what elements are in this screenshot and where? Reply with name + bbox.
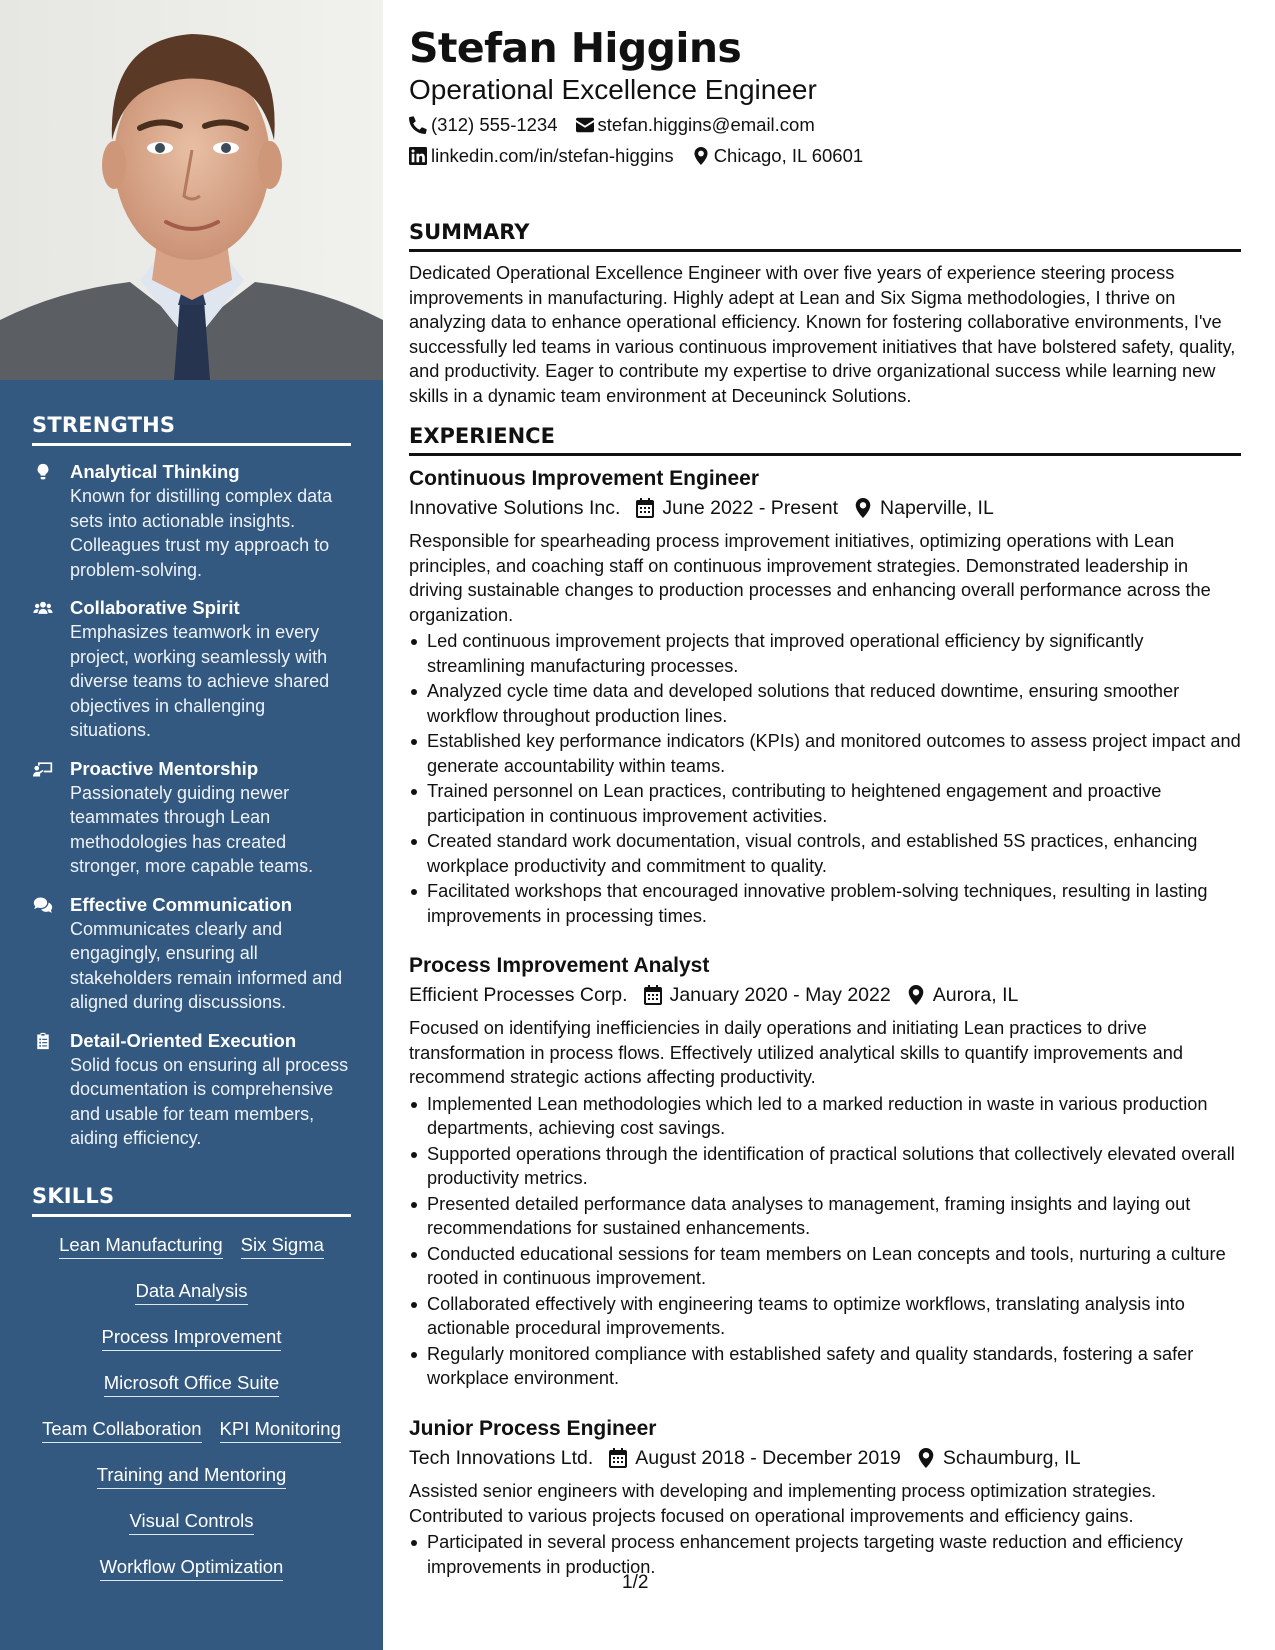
strength-item bbox=[32, 596, 351, 743]
list-item: Led continuous improvement projects that improved operational efficiency by significantly streamlining manufacturing processes. bbox=[409, 629, 1241, 678]
calendar-icon bbox=[636, 498, 654, 518]
skills-list bbox=[32, 1227, 351, 1595]
location-contact bbox=[692, 145, 863, 167]
comments-icon bbox=[32, 895, 54, 915]
strengths-heading: STRENGTHS bbox=[32, 413, 351, 446]
job-location bbox=[907, 980, 1019, 1010]
list-item: Created standard work documentation, visual controls, and established 5S practices, enhancing workplace productivity and commitment to quality. bbox=[409, 829, 1241, 878]
candidate-name: Stefan Higgins bbox=[409, 24, 742, 72]
map-marker-icon bbox=[907, 985, 925, 1005]
list-item: Facilitated workshops that encouraged innovative problem-solving techniques, resulting in lasting improvements in processing times. bbox=[409, 879, 1241, 928]
job-entry bbox=[409, 1415, 1241, 1580]
strength-item bbox=[32, 460, 351, 582]
strength-title: Collaborative Spirit bbox=[70, 597, 240, 618]
strength-title: Detail-Oriented Execution bbox=[70, 1029, 297, 1051]
users-icon bbox=[32, 598, 54, 618]
strengths-section bbox=[32, 413, 351, 1151]
phone-icon bbox=[409, 116, 427, 134]
chalkboard-teacher-icon bbox=[32, 759, 54, 779]
envelope-icon bbox=[576, 116, 594, 134]
skill-tag: Team Collaboration bbox=[42, 1411, 201, 1443]
list-item: Established key performance indicators (KPIs) and monitored outcomes to assess project impact and generate accountability within teams. bbox=[409, 729, 1241, 778]
calendar-icon bbox=[644, 985, 662, 1005]
list-item: Analyzed cycle time data and developed solutions that reduced downtime, ensuring smoother workflow throughout production lines. bbox=[409, 679, 1241, 728]
summary-heading: SUMMARY bbox=[409, 220, 1241, 252]
strength-desc: Communicates clearly and engagingly, ensuring all stakeholders remain informed and aligned during discussions. bbox=[70, 918, 343, 1012]
skill-tag: Microsoft Office Suite bbox=[104, 1365, 279, 1397]
skill-tag: Lean Manufacturing bbox=[59, 1227, 223, 1259]
list-item: Supported operations through the identification of practical solutions that collectively elevated overall productivity metrics. bbox=[409, 1142, 1241, 1191]
skill-tag: Workflow Optimization bbox=[100, 1549, 284, 1581]
map-marker-icon bbox=[854, 498, 872, 518]
job-title: Continuous Improvement Engineer bbox=[409, 467, 760, 490]
job-bullets bbox=[409, 629, 1241, 928]
job-dates-text: August 2018 - December 2019 bbox=[635, 1447, 901, 1469]
company-name: Innovative Solutions Inc. bbox=[409, 497, 621, 519]
phone-contact[interactable] bbox=[409, 114, 558, 136]
company-name: Tech Innovations Ltd. bbox=[409, 1447, 594, 1469]
location-text: Chicago, IL 60601 bbox=[713, 145, 864, 166]
contact-row-1 bbox=[409, 114, 833, 136]
job-location bbox=[854, 493, 994, 523]
linkedin-text: linkedin.com/in/stefan-higgins bbox=[431, 145, 674, 166]
clipboard-list-icon bbox=[32, 1031, 54, 1051]
job-bullets bbox=[409, 1530, 1241, 1579]
linkedin-contact[interactable] bbox=[409, 145, 674, 167]
experience-heading: EXPERIENCE bbox=[409, 424, 1241, 456]
contact-row-2 bbox=[409, 145, 881, 167]
job-description: Responsible for spearheading process improvement initiatives, optimizing operations with Lean principles, and coaching staff on continuous improvement strategies. Demonstrated leadership in driving sustainable changes to production processes and enhancing overall performance across the organization. bbox=[409, 531, 1211, 625]
map-marker-icon bbox=[917, 1448, 935, 1468]
job-dates bbox=[644, 980, 891, 1010]
strength-desc: Emphasizes teamwork in every project, working seamlessly with diverse teams to achieve shared objectives in challenging situations. bbox=[70, 622, 330, 740]
job-location-text: Naperville, IL bbox=[880, 497, 994, 519]
candidate-role: Operational Excellence Engineer bbox=[409, 74, 817, 105]
lightbulb-icon bbox=[32, 462, 54, 482]
skill-tag: Data Analysis bbox=[135, 1273, 247, 1305]
strength-desc: Passionately guiding newer teammates through Lean methodologies has created stronger, more capable teams. bbox=[70, 782, 314, 876]
skill-tag: Visual Controls bbox=[129, 1503, 253, 1535]
skills-section bbox=[32, 1184, 351, 1595]
skills-heading: SKILLS bbox=[32, 1184, 351, 1217]
job-location bbox=[917, 1443, 1081, 1473]
list-item: Participated in several process enhancement projects targeting waste reduction and efficiency improvements in production. bbox=[409, 1530, 1241, 1579]
page-number: 1/2 bbox=[622, 1572, 649, 1593]
job-description: Focused on identifying inefficiencies in daily operations and initiating Lean practices to drive transformation in process flows. Effectively utilized analytical skills to quantify improvements and recommend strategic actions affecting productivity. bbox=[409, 1018, 1183, 1087]
job-entry bbox=[409, 465, 1241, 929]
strength-title: Effective Communication bbox=[70, 893, 293, 915]
strength-item bbox=[32, 893, 351, 1015]
summary-text: Dedicated Operational Excellence Engineer with over five years of experience steering process improvements in manufacturing. Highly adept at Lean and Six Sigma methodologies, I thrive on analyzing data to enhance operational efficiency. Known for fostering collaborative environments, I've successfully led teams in various continuous improvement initiatives that have bolstered safety, quality, and productivity. Eager to contribute my expertise to drive organizational success while learning new skills in a dynamic team environment at Deceuninck Solutions. bbox=[409, 263, 1236, 406]
strength-item bbox=[32, 1029, 351, 1151]
skill-tag: Process Improvement bbox=[102, 1319, 282, 1351]
email-contact[interactable] bbox=[576, 114, 815, 136]
list-item: Conducted educational sessions for team members on Lean concepts and tools, nurturing a culture rooted in continuous improvement. bbox=[409, 1242, 1241, 1291]
list-item: Presented detailed performance data analyses to management, framing insights and laying out recommendations for sustained enhancements. bbox=[409, 1192, 1241, 1241]
skill-tag: KPI Monitoring bbox=[220, 1411, 341, 1443]
strength-item bbox=[32, 757, 351, 879]
job-location-text: Schaumburg, IL bbox=[942, 1447, 1081, 1469]
strength-desc: Known for distilling complex data sets into actionable insights. Colleagues trust my approach to problem-solving. bbox=[70, 486, 333, 580]
list-item: Trained personnel on Lean practices, contributing to heightened engagement and proactive participation in continuous improvement activities. bbox=[409, 779, 1241, 828]
skill-tag: Training and Mentoring bbox=[97, 1457, 287, 1489]
job-title: Process Improvement Analyst bbox=[409, 954, 710, 977]
job-description: Assisted senior engineers with developing and implementing process optimization strategies. Contributed to various projects focused on operational improvements and efficiency gains. bbox=[409, 1481, 1157, 1526]
job-dates bbox=[609, 1443, 901, 1473]
email-text: stefan.higgins@email.com bbox=[597, 114, 815, 135]
company-name: Efficient Processes Corp. bbox=[409, 984, 628, 1006]
strength-title: Proactive Mentorship bbox=[70, 757, 259, 779]
profile-photo bbox=[0, 0, 383, 380]
list-item: Regularly monitored compliance with established safety and quality standards, fostering a safer workplace environment. bbox=[409, 1342, 1241, 1391]
calendar-icon bbox=[609, 1448, 627, 1468]
job-entry bbox=[409, 952, 1241, 1392]
phone-text: (312) 555-1234 bbox=[431, 114, 558, 135]
strength-title: Analytical Thinking bbox=[70, 461, 240, 482]
strength-desc: Solid focus on ensuring all process documentation is comprehensive and usable for team members, aiding efficiency. bbox=[70, 1054, 349, 1148]
linkedin-icon bbox=[409, 147, 427, 165]
job-meta bbox=[409, 980, 1241, 1010]
job-location-text: Aurora, IL bbox=[932, 984, 1019, 1006]
job-dates-text: January 2020 - May 2022 bbox=[669, 984, 891, 1006]
list-item: Implemented Lean methodologies which led to a marked reduction in waste in various production departments, achieving cost savings. bbox=[409, 1092, 1241, 1141]
skill-tag: Six Sigma bbox=[241, 1227, 324, 1259]
job-title: Junior Process Engineer bbox=[409, 1417, 657, 1440]
job-meta bbox=[409, 1443, 1241, 1473]
job-dates-text: June 2022 - Present bbox=[662, 497, 839, 519]
job-dates bbox=[636, 493, 838, 523]
job-bullets bbox=[409, 1092, 1241, 1391]
job-meta bbox=[409, 493, 1241, 523]
list-item: Collaborated effectively with engineering teams to optimize workflows, translating analysis into actionable procedural improvements. bbox=[409, 1292, 1241, 1341]
map-marker-icon bbox=[692, 147, 710, 165]
sidebar bbox=[0, 0, 383, 1650]
